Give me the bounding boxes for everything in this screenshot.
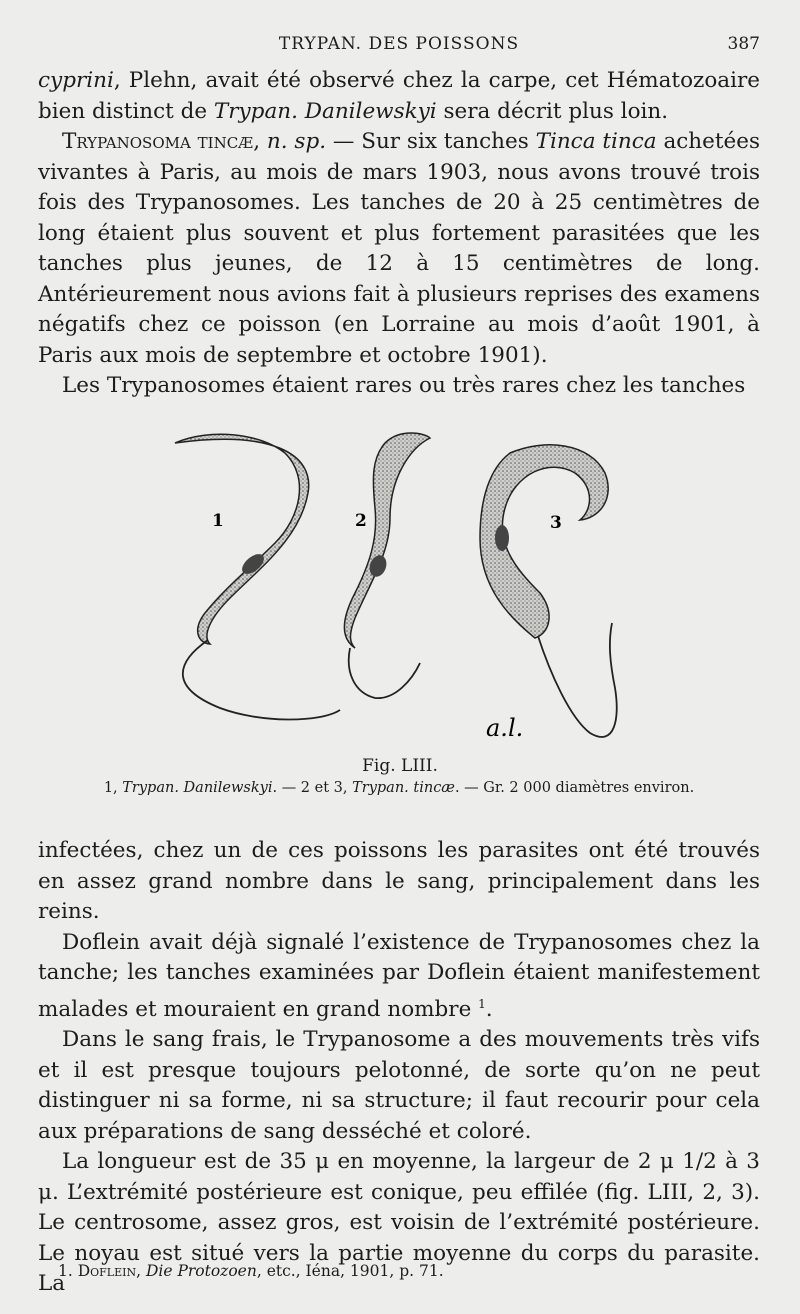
page-number: 387 <box>727 34 760 54</box>
paragraph <box>38 66 760 127</box>
text-run: achetées vivantes à Paris, au mois de mars 1903, nous avons trouvé trois fois des Trypanosomes. Les tanches de 20 à 25 centimètres de long étaient plus souvent et plus fortement parasitées que les tanches plus jeunes, de 12 à 15 centimètres de long. Antérieurement nous avions fait à plusieurs reprises des examens négatifs chez ce poisson (en Lorraine au mois d’août 1901, à Paris aux mois de septembre et octobre 1901). <box>38 129 761 368</box>
text-run: , Plehn, avait été observé chez la carpe, cet Hématozoaire bien distinct de <box>38 68 760 124</box>
footnote-ref[interactable]: 1 <box>478 996 486 1011</box>
species-name: Trypan. Danilewskyi <box>122 780 273 796</box>
paragraph: La longueur est de 35 μ en moyenne, la largeur de 2 μ 1/2 à 3 μ. L’extrémité postérieure est conique, peu effilée (fig. LIII, 2, 3). Le centrosome, assez gros, est voisin de l’extrémité postérieure. Le noyau est situé vers la partie moyenne du corps du parasite. La <box>38 1149 760 1297</box>
trypanosome-1 <box>175 434 340 719</box>
text-run: 1. <box>58 1262 78 1280</box>
text-run: , etc., Iéna, 1901, p. 71. <box>256 1262 444 1280</box>
figure-label-2: 2 <box>355 511 367 531</box>
trypanosome-2 <box>344 433 430 698</box>
body-text-bottom <box>38 836 760 1300</box>
trypanosome-3 <box>480 445 617 737</box>
figure-label-3: 3 <box>550 513 562 533</box>
text-run: . — 2 et 3, <box>272 780 353 796</box>
text-run: Doflein avait déjà signalé l’existence de Trypanosomes chez la tanche; les tanches examinées par Doflein étaient manifestement malades et mouraient en grand nombre <box>38 929 760 1022</box>
species-name: Trypan. tincæ <box>352 780 455 796</box>
artist-signature: a.l. <box>486 714 524 742</box>
footnote <box>58 1262 444 1280</box>
species-name: cyprini <box>38 68 114 93</box>
text-run: . — Gr. 2 000 diamètres environ. <box>454 780 695 796</box>
species-name: Tinca tinca <box>535 129 657 154</box>
paragraph: Dans le sang frais, le Trypanosome a des mouvements très vifs et il est presque toujours pelotonné, de sorte qu’on ne peut distinguer ni sa forme, ni sa structure; il faut recourir pour cela aux préparations de sang desséché et coloré. <box>38 1027 760 1144</box>
footnote-title: Die Protozoen <box>145 1262 257 1280</box>
section-heading: Trypanosoma tincæ <box>62 129 254 154</box>
running-title: TRYPAN. DES POISSONS <box>278 34 520 54</box>
text-run: , <box>253 129 267 154</box>
trypanosome-drawing <box>150 418 650 748</box>
running-head <box>38 34 760 56</box>
paragraph: Les Trypanosomes étaient rares ou très rares chez les tanches <box>62 373 746 398</box>
paragraph <box>38 928 760 1026</box>
figure-label-1: 1 <box>212 511 224 531</box>
body-text-top <box>38 66 760 402</box>
text-run: sera décrit plus loin. <box>436 98 669 124</box>
text-run: n. sp. <box>266 129 327 154</box>
paragraph: infectées, chez un de ces poissons les parasites ont été trouvés en assez grand nombre dans le sang, principalement dans les reins. <box>38 838 760 924</box>
text-run: . <box>485 996 493 1022</box>
text-run: , <box>136 1262 146 1280</box>
text-run: 1, <box>103 780 123 796</box>
paragraph <box>38 127 760 371</box>
text-run: — Sur six tanches <box>326 129 536 154</box>
figure-caption <box>38 780 760 796</box>
footnote-author: Doflein <box>77 1262 137 1280</box>
species-name: Trypan. Danilewskyi <box>213 98 437 124</box>
figure-illustration <box>150 418 650 748</box>
figure-title: Fig. LIII. <box>362 756 438 776</box>
